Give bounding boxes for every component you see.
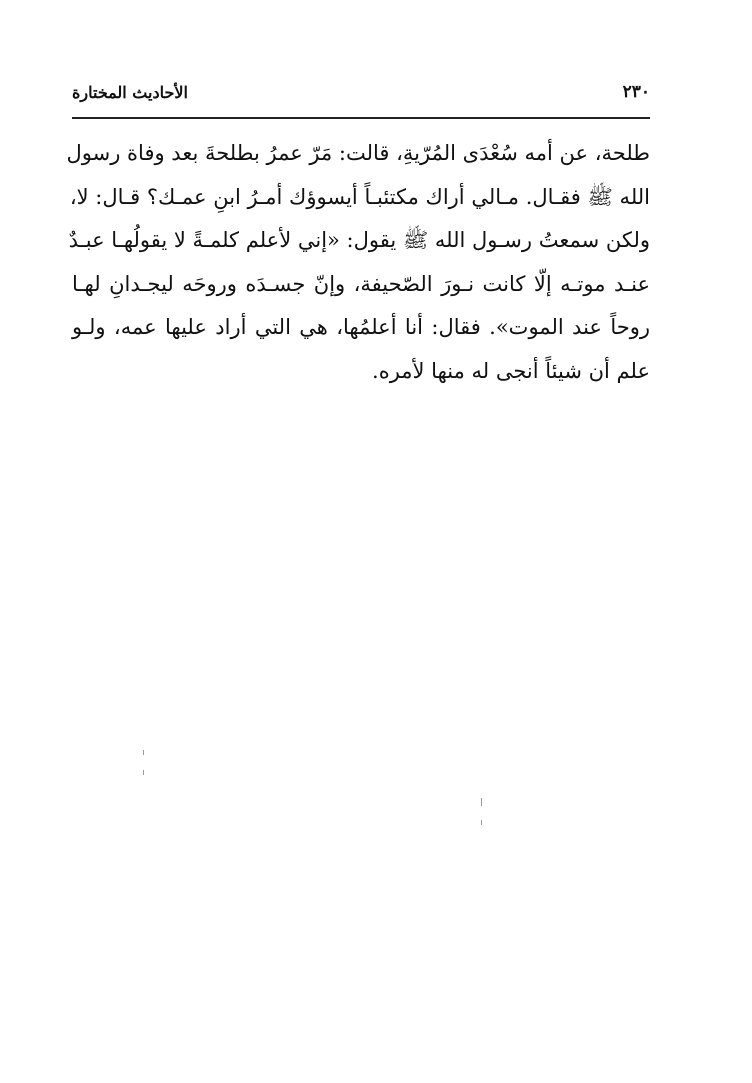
text-line: الله ﷺ فقـال. مـالي أراك مكتئبـاً أيسوؤك أمـرُ ابنِ عمـك؟ قـال: لا،	[69, 184, 650, 209]
text-line: روحاً عند الموت». فقال: أنا أعلمُها، هي التي أراد عليها عمه، ولـو	[72, 315, 650, 339]
scan-speck	[143, 750, 144, 755]
text-line: علم أن شيئاً أنجى له منها لأمره.	[372, 358, 650, 383]
page-header	[72, 80, 650, 104]
scan-speck	[481, 820, 482, 825]
scan-speck	[481, 798, 482, 806]
text-line: طلحة، عن أمه سُعْدَى المُرّيةِ، قالت: مَرّ عمرُ بطلحةَ بعد وفاة رسول	[66, 141, 650, 165]
page-number: ٢٣٠	[622, 82, 650, 102]
text-line: عنـد موتـه إلّا كانت نـورَ الصّحيفة، وإنّ جسـدَه وروحَه ليجـدانِ لهـا	[72, 271, 650, 296]
text-line: ولكن سمعتُ رسـول الله ﷺ يقول: «إني لأعلم كلمـةً لا يقولُهـا عبـدٌ	[68, 228, 650, 252]
running-title: الأحاديث المختارة	[72, 82, 188, 102]
body-paragraph	[66, 132, 650, 393]
header-rule	[72, 117, 650, 119]
scan-speck	[143, 770, 144, 775]
